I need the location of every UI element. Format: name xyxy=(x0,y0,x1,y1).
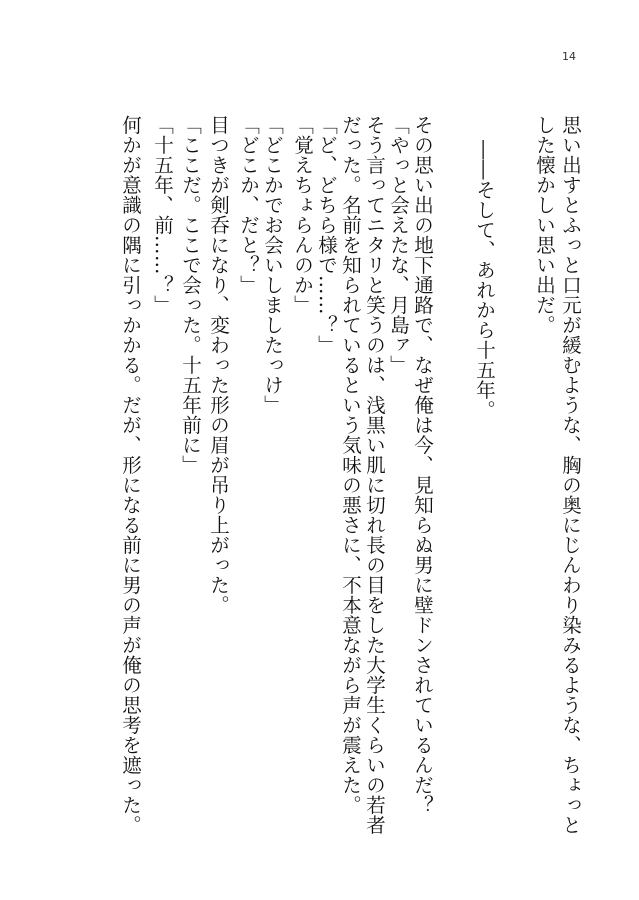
text-line-9: だった。名前を知られているという気味の悪さに、不本意ながら声が震えた。 xyxy=(339,115,362,815)
page-number: 14 xyxy=(562,50,576,63)
text-line-13: 「どこか、だと？」 xyxy=(237,115,260,295)
text-line-4: ――そして、あれから十五年。 xyxy=(473,140,496,420)
text-line-10: 「ど、どちら様で……？」 xyxy=(315,115,338,355)
text-line-7: 「やっと会えたな、月島ァ」 xyxy=(387,115,410,375)
text-line-14: 目つきが剣呑になり、変わった形の眉が吊り上がった。 xyxy=(207,115,230,615)
text-line-11: 「覚えちょらんのか」 xyxy=(291,115,314,315)
text-line-16: 「十五年、前……？」 xyxy=(151,115,174,315)
text-line-12: 「どこかでお会いしましたっけ」 xyxy=(261,115,284,415)
text-line-2: した懐かしい思い出だ。 xyxy=(533,115,556,335)
text-line-8: そう言ってニタリと笑うのは、浅黒い肌に切れ長の目をした大学生くらいの若者 xyxy=(363,115,386,835)
text-line-17: 何かが意識の隅に引っかかる。だが、形になる前に男の声が俺の思考を遮った。 xyxy=(119,115,142,835)
text-line-6: その思い出の地下通路で、なぜ俺は今、見知らぬ男に壁ドンされているんだ？ xyxy=(411,115,434,815)
text-line-1: 思い出すとふっと口元が緩むような、胸の奥にじんわり染みるような、ちょっと xyxy=(559,115,582,835)
text-line-15: 「ここだ。ここで会った。十五年前に」 xyxy=(179,115,202,475)
